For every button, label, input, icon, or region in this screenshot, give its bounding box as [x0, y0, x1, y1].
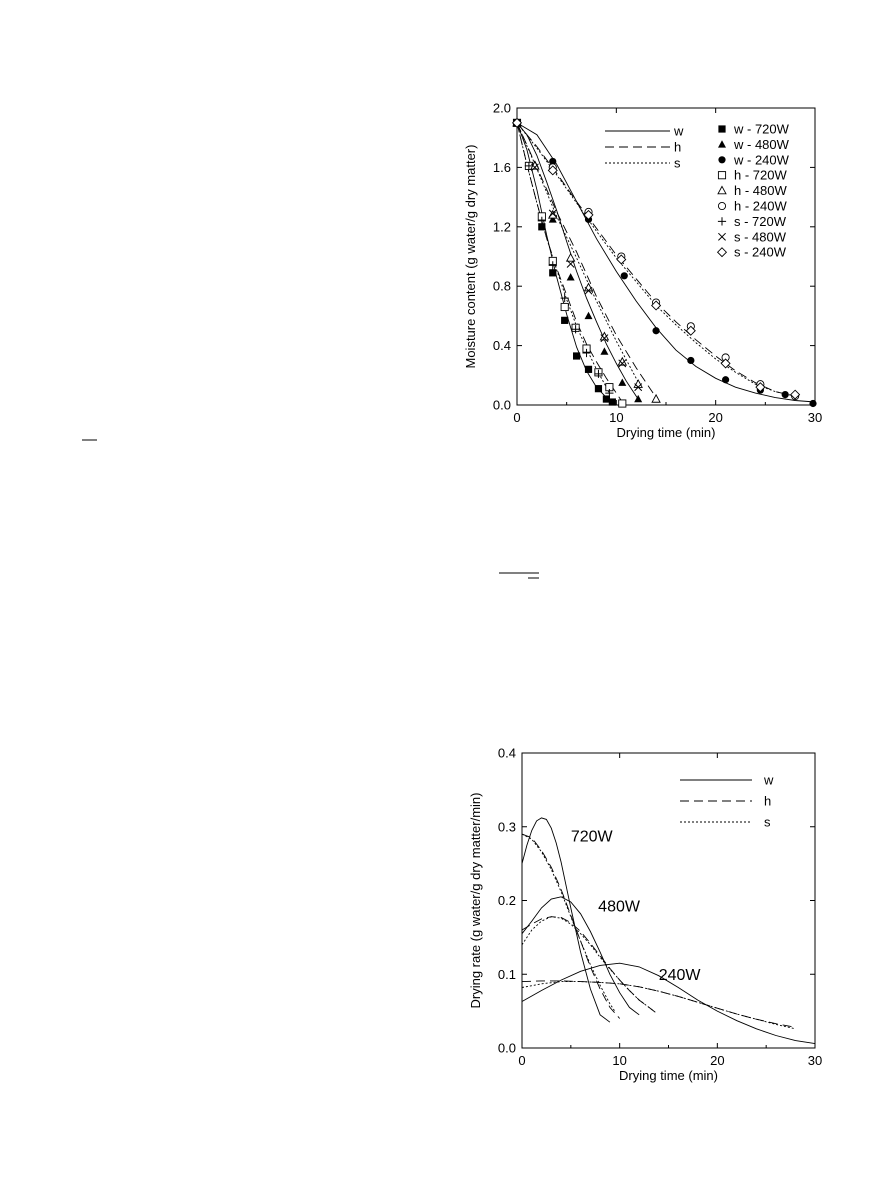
- data-point: [721, 359, 730, 368]
- y-tick-label: 0.8: [492, 278, 511, 294]
- legend-marker: [718, 172, 725, 179]
- y-tick-label: 1.2: [492, 219, 511, 235]
- data-point: [809, 400, 816, 407]
- legend-series-label: w - 240W: [734, 152, 789, 168]
- legend-line-label: s: [764, 814, 771, 830]
- data-point: [722, 376, 729, 383]
- data-point: [782, 391, 789, 398]
- y-tick-label: 0.2: [497, 893, 516, 908]
- x-tick-label: 30: [807, 410, 823, 425]
- legend-series-label: h - 240W: [734, 198, 787, 214]
- legend-line-label: h: [674, 139, 682, 155]
- legend-marker: [718, 186, 726, 193]
- legend-series-label: h - 480W: [734, 183, 787, 199]
- rate-curve: [522, 981, 796, 1027]
- y-tick-label: 0.4: [492, 338, 511, 354]
- data-point: [595, 385, 602, 392]
- data-point: [567, 254, 575, 261]
- y-tick-label: 1.6: [492, 159, 511, 175]
- data-point: [687, 357, 694, 364]
- power-annotation: 240W: [658, 967, 701, 985]
- data-point: [549, 211, 557, 218]
- data-point: [585, 366, 592, 373]
- legend-line-label: h: [764, 793, 772, 809]
- x-tick-label: 10: [612, 1053, 627, 1068]
- y-axis-label: Drying rate (g water/g dry matter/min): [468, 792, 483, 1009]
- legend-series-label: w - 480W: [734, 136, 789, 152]
- x-tick-label: 10: [609, 410, 624, 425]
- legend-marker: [718, 217, 726, 225]
- y-tick-label: 0.4: [497, 745, 516, 761]
- legend-marker: [718, 140, 726, 147]
- legend-marker: [718, 202, 725, 209]
- data-point: [652, 395, 660, 402]
- y-tick-label: 0.0: [492, 397, 511, 413]
- rate-curve: [522, 834, 620, 1018]
- legend-series-label: s - 480W: [734, 229, 787, 245]
- x-axis-label: Drying time (min): [619, 1068, 718, 1083]
- rate-curve: [522, 917, 654, 1011]
- data-point: [600, 347, 608, 354]
- legend-line-label: w: [674, 123, 684, 139]
- y-axis-label: Moisture content (g water/g dry matter): [463, 144, 478, 369]
- data-point: [621, 272, 628, 279]
- x-tick-label: 30: [807, 1053, 823, 1068]
- data-point: [573, 352, 580, 359]
- data-point: [561, 317, 568, 324]
- legend-series-label: h - 720W: [734, 167, 787, 183]
- data-point: [567, 273, 575, 280]
- data-point: [634, 395, 642, 402]
- legend-marker: [718, 156, 725, 163]
- x-tick-label: 0: [513, 410, 521, 425]
- data-point: [549, 269, 556, 276]
- y-tick-label: 0.1: [497, 966, 516, 982]
- legend-marker: [718, 248, 727, 257]
- legend-line-label: w: [764, 772, 774, 788]
- legend-series-label: s - 720W: [734, 213, 787, 229]
- power-annotation: 720W: [570, 828, 613, 846]
- x-axis-label: Drying time (min): [616, 425, 716, 440]
- drying-rate-chart: [468, 746, 822, 1084]
- data-point: [652, 327, 659, 334]
- rate-curve: [522, 982, 796, 1029]
- data-point: [619, 400, 626, 407]
- y-tick-label: 0.0: [497, 1040, 516, 1056]
- x-tick-label: 20: [708, 410, 723, 425]
- legend-marker: [718, 233, 725, 240]
- y-tick-label: 0.3: [497, 819, 516, 835]
- legend-series-label: s - 240W: [734, 244, 787, 260]
- moisture-content-chart: [463, 101, 822, 441]
- x-tick-label: 20: [710, 1053, 725, 1068]
- data-point: [609, 398, 616, 405]
- legend-marker: [718, 125, 725, 132]
- x-tick-label: 0: [518, 1053, 526, 1068]
- data-point: [585, 312, 593, 319]
- legend-line-label: s: [674, 155, 681, 171]
- y-tick-label: 2.0: [492, 100, 511, 116]
- data-point: [561, 303, 568, 310]
- power-annotation: 480W: [598, 898, 640, 916]
- legend-series-label: w - 720W: [734, 121, 789, 137]
